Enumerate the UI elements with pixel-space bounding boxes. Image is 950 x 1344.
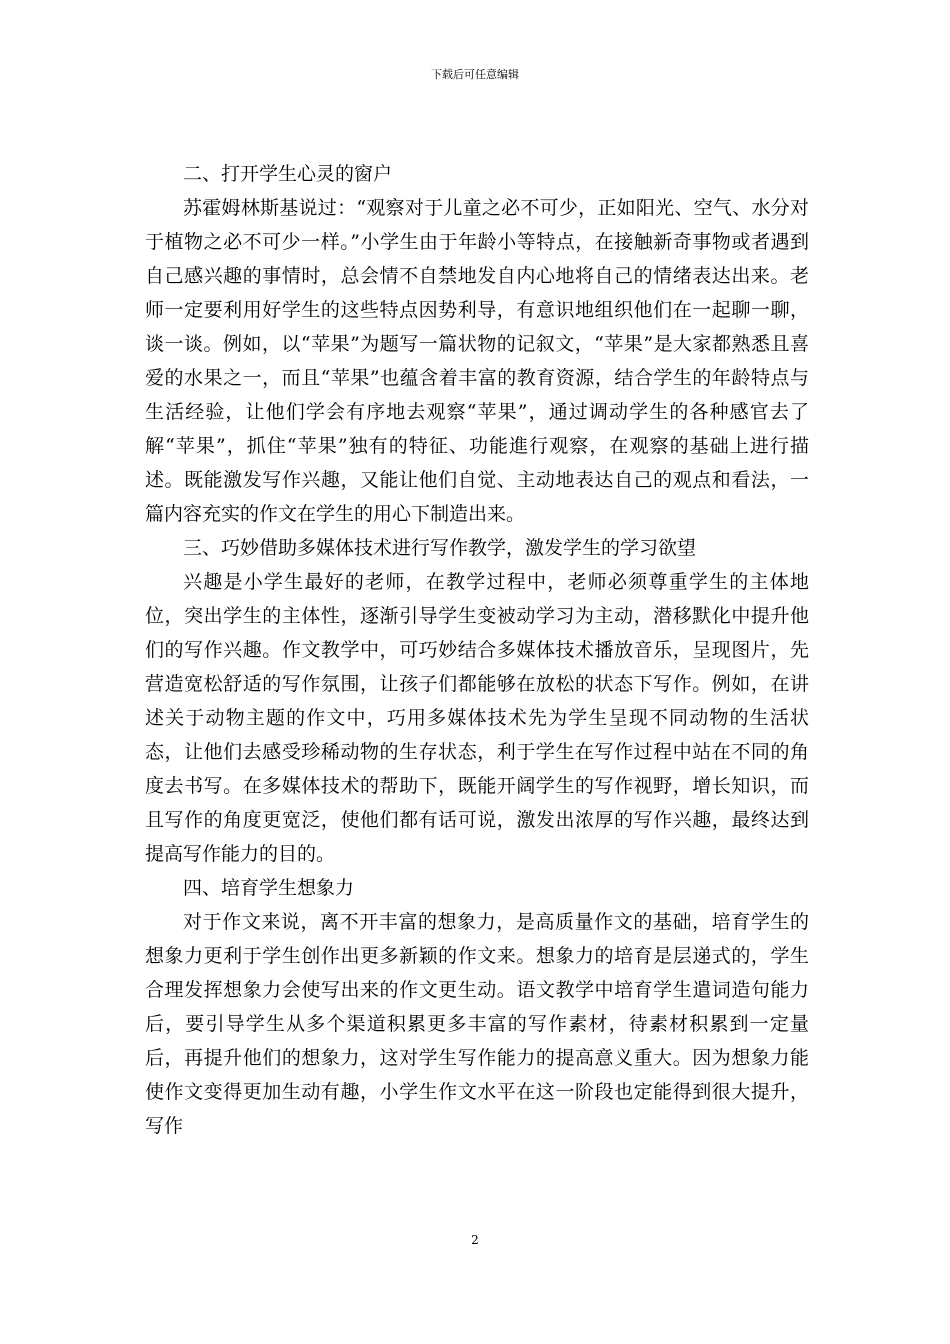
body-paragraph: 对于作文来说，离不开丰富的想象力，是高质量作文的基础，培育学生的想象力更利于学生创作出更多新颖的作文来。想象力的培育是层递式的，学生合理发挥想象力会使写出来的作文更生动。语文教学中培育学生遣词造句能力后，要引导学生从多个渠道积累更多丰富的写作素材，待素材积累到一定量后，再提升他们的想象力，这对学生写作能力的提高意义重大。因为想象力能使作文变得更加生动有趣，小学生作文水平在这一阶段也定能得到很大提升，写作 xyxy=(145,911,809,1137)
page-header: 下载后可任意编辑 xyxy=(431,68,519,81)
body-paragraph: 苏霍姆林斯基说过：“观察对于儿童之必不可少，正如阳光、空气、水分对于植物之必不可少一样。”小学生由于年龄小等特点，在接触新奇事物或者遇到自己感兴趣的事情时，总会情不自禁地发自内心地将自己的情绪表达出来。老师一定要利用好学生的这些特点因势利导，有意识地组织他们在一起聊一聊，谈一谈。例如，以“苹果”为题写一篇状物的记叙文，“苹果”是大家都熟悉且喜爱的水果之一，而且“苹果”也蕴含着丰富的教育资源，结合学生的年龄特点与生活经验，让他们学会有序地去观察“苹果”，通过调动学生的各种感官去了解“苹果”，抓住“苹果”独有的特征、功能進行观察，在观察的基础上进行描述。既能激发写作兴趣，又能让他们自觉、主动地表达自己的观点和看法，一篇内容充实的作文在学生的用心下制造出来。 xyxy=(145,197,809,525)
page-number: 2 xyxy=(471,1233,479,1247)
body-paragraph: 兴趣是小学生最好的老师，在教学过程中，老师必须尊重学生的主体地位，突出学生的主体性，逐渐引导学生变被动学习为主动，潜移默化中提升他们的写作兴趣。作文教学中，可巧妙结合多媒体技术播放音乐，呈现图片，先营造宽松舒适的写作氛围，让孩子们都能够在放松的状态下写作。例如，在讲述关于动物主题的作文中，巧用多媒体技术先为学生呈现不同动物的生活状态，让他们去感受珍稀动物的生存状态，利于学生在写作过程中站在不同的角度去书写。在多媒体技术的帮助下，既能开阔学生的写作视野，增长知识，而且写作的角度更宽泛，使他们都有话可说，激发出浓厚的写作兴趣，最终达到提高写作能力的目的。 xyxy=(145,571,809,865)
section-heading-4: 四、培育学生想象力 xyxy=(183,877,355,899)
section-heading-3: 三、巧妙借助多媒体技术进行写作教学，激发学生的学习欲望 xyxy=(183,537,697,559)
section-heading-2: 二、打开学生心灵的窗户 xyxy=(183,163,393,185)
document-body xyxy=(145,157,809,1143)
